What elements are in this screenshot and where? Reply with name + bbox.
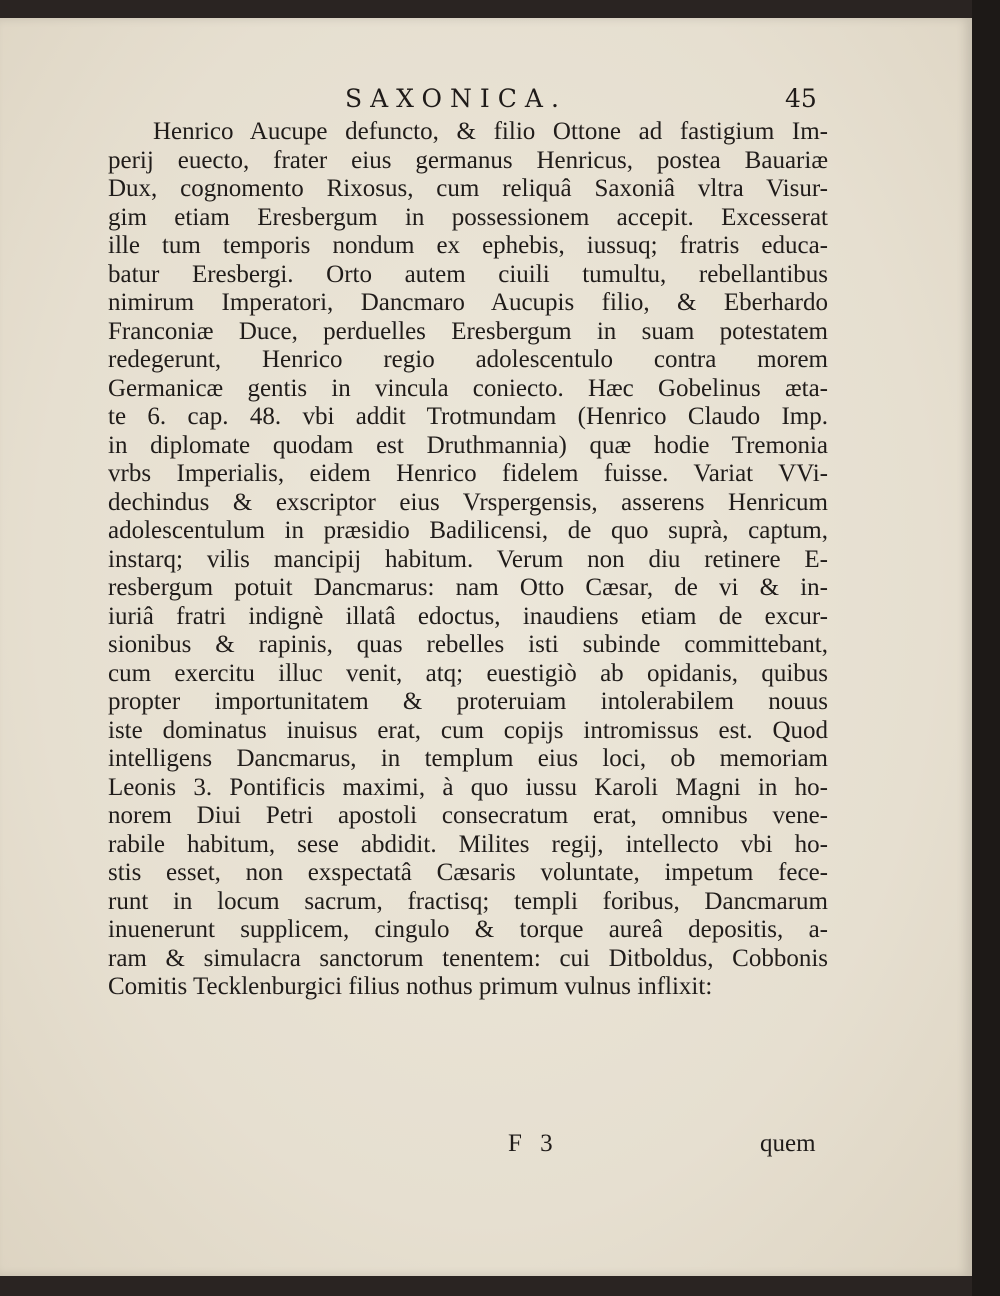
text-line: runt in locum sacrum, fractisq; templi foribus, Dancmarum [108,887,828,915]
text-line: inuenerunt supplicem, cingulo & torque aureâ depositis, a- [108,916,828,943]
dark-border [972,0,1000,1296]
text-line: stis esset, non exspectatâ Cæsaris voluntate, impetum fece- [108,859,828,886]
page-number: 45 [785,84,817,113]
text-line: resbergum potuit Dancmarus: nam Otto Cæsar, de vi & in- [108,574,828,601]
text-line: iuriâ fratri indignè illatâ edoctus, inaudiens etiam de excur- [108,602,828,630]
text-line: Dux, cognomento Rixosus, cum reliquâ Saxoniâ vltra Visur- [108,175,828,202]
text-line: gim etiam Eresbergum in possessionem accepit. Excesserat [108,203,828,231]
text-line: intelligens Dancmarus, in templum eius loci, ob memoriam [108,745,828,772]
text-line: propter importunitatem & proteruiam intolerabilem nouus [108,688,828,715]
text-line: Franconiæ Duce, perduelles Eresbergum in suam potestatem [108,317,828,345]
text-line: instarq; vilis mancipij habitum. Verum non diu retinere E- [108,545,828,573]
page-footer [0,1130,972,1162]
text-line: redegerunt, Henrico regio adolescentulo contra morem [108,346,828,373]
text-line: cum exercitu illuc venit, atq; euestigiò ab opidanis, quibus [108,659,828,687]
text-line: iste dominatus inuisus erat, cum copijs intromissus est. Quod [108,716,828,744]
text-line: Comitis Tecklenburgici filius nothus primum vulnus inflixit: [108,973,713,1000]
text-line: Germanicæ gentis in vincula coniecto. Hæc Gobelinus æta- [108,374,828,402]
catchword: quem [760,1130,816,1157]
text-line: ille tum temporis nondum ex ephebis, iussuq; fratris educa- [108,232,828,259]
running-head: SAXONICA. [345,84,567,113]
page-header [0,78,972,118]
text-line: perij euecto, frater eius germanus Henricus, postea Bauariæ [108,146,828,174]
text-line: ram & simulacra sanctorum tenentem: cui Ditboldus, Cobbonis [108,944,828,972]
book-page [0,18,972,1276]
text-line: te 6. cap. 48. vbi addit Trotmundam (Henrico Claudo Imp. [108,403,828,430]
text-line: nimirum Imperatori, Dancmaro Aucupis filio, & Eberhardo [108,289,828,316]
text-line: sionibus & rapinis, quas rebelles isti subinde committebant, [108,631,828,658]
text-line: in diplomate quodam est Druthmannia) quæ hodie Tremonia [108,431,828,459]
text-line: rabile habitum, sese abdidit. Milites regij, intellecto vbi ho- [108,830,828,858]
text-line: adolescentulum in præsidio Badilicensi, de quo suprà, captum, [108,517,828,544]
text-line: norem Diui Petri apostoli consecratum erat, omnibus vene- [108,802,828,829]
text-line: Leonis 3. Pontificis maximi, à quo iussu Karoli Magni in ho- [108,773,828,801]
text-line: dechindus & exscriptor eius Vrspergensis, asserens Henricum [108,488,828,516]
body-text [108,118,828,1002]
text-line: Henrico Aucupe defuncto, & filio Ottone ad fastigium Im- [153,118,828,145]
signature-mark: F 3 [508,1130,559,1157]
text-line: vrbs Imperialis, eidem Henrico fidelem fuisse. Variat VVi- [108,460,828,487]
text-line: batur Eresbergi. Orto autem ciuili tumultu, rebellantibus [108,260,828,288]
